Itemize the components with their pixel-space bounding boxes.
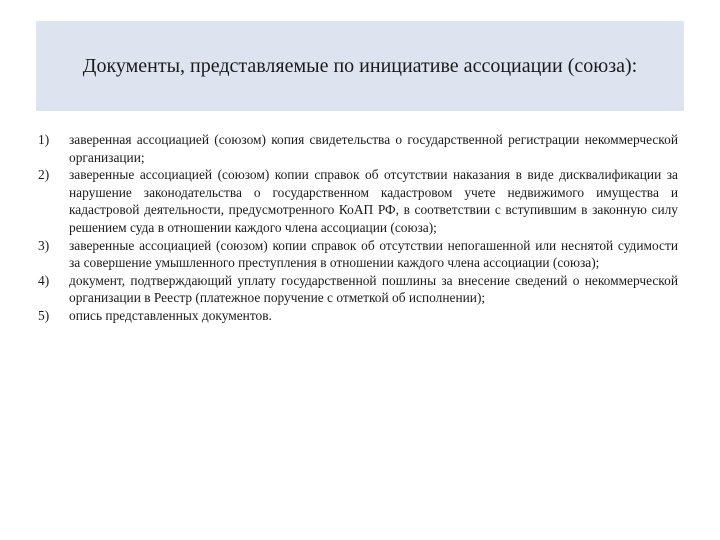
list-item — [38, 166, 678, 236]
list-item-number: 4) — [38, 272, 50, 288]
list-item-text: заверенные ассоциацией (союзом) копии справок об отсутствии наказания в виде дисквалификации за нарушение законодательства о государственном кадастровом учете недвижимого имущества и кадастровой деятельности, предусмотренного КоАП РФ, в соответствии с вступившим в законную силу решением суда в отношении каждого члена ассоциации (союза); — [69, 167, 678, 235]
list-item — [38, 131, 678, 166]
list-item-number: 5) — [38, 307, 50, 323]
list-item — [38, 307, 678, 325]
list-item — [38, 272, 678, 307]
list-item-number: 2) — [38, 167, 50, 183]
page-title: Документы, представляемые по инициативе ассоциации (союза): — [82, 55, 638, 77]
list-item-number: 3) — [38, 237, 50, 253]
list-item-number: 1) — [38, 132, 50, 147]
list-item-text: опись представленных документов. — [69, 307, 272, 323]
list-item-text: документ, подтверждающий уплату государственной пошлины за внесение сведений о некоммерческой организации в Реестр (платежное поручение с отметкой об исполнении); — [69, 272, 678, 306]
list-item-text: заверенные ассоциацией (союзом) копии справок об отсутствии непогашенной или неснятой судимости за совершение умышленного преступления в отношении каждого члена ассоциации (союза); — [69, 237, 678, 271]
list-item-text: заверенная ассоциацией (союзом) копия свидетельства о государственной регистрации некоммерческой организации; — [69, 132, 678, 165]
title-banner — [36, 21, 684, 111]
document-list — [38, 131, 678, 325]
list-item — [38, 237, 678, 272]
